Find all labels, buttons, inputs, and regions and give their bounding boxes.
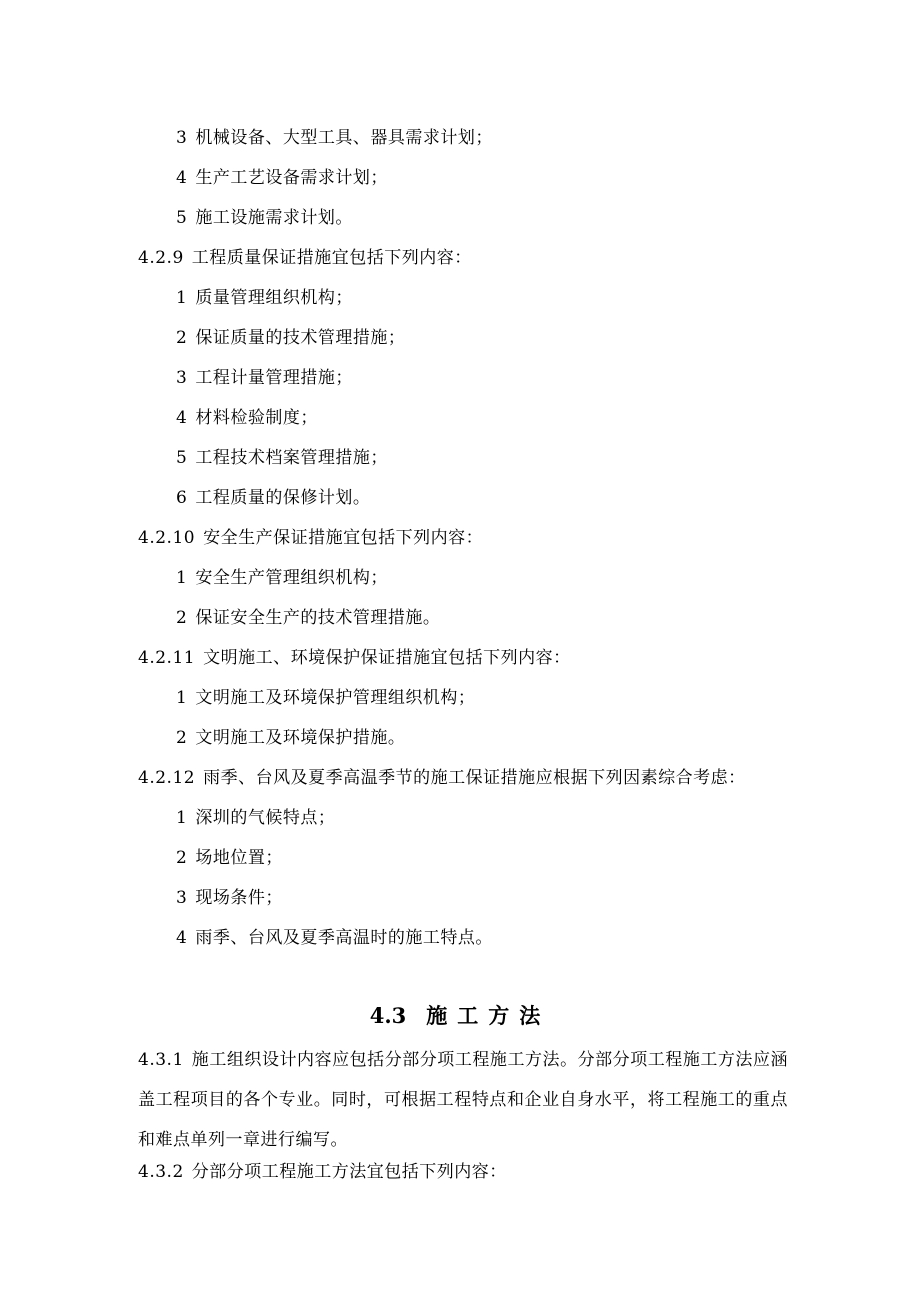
item-number: 1 xyxy=(176,568,188,588)
item-text: 场地位置； xyxy=(195,848,283,868)
item-number: 1 xyxy=(176,808,188,828)
item-text: 工程技术档案管理措施； xyxy=(195,448,388,468)
item-text: 生产工艺设备需求计划； xyxy=(195,168,388,188)
list-item xyxy=(176,686,475,710)
clause-text: 分部分项工程施工方法宜包括下列内容： xyxy=(191,1162,507,1182)
item-text: 深圳的气候特点； xyxy=(195,808,336,828)
item-number: 1 xyxy=(176,688,188,708)
list-item xyxy=(176,606,440,630)
item-text: 保证质量的技术管理措施； xyxy=(195,328,406,348)
item-number: 2 xyxy=(176,328,188,348)
list-item xyxy=(176,406,318,430)
item-text: 文明施工及环境保护措施。 xyxy=(195,728,406,748)
item-number: 4 xyxy=(176,408,188,428)
item-number: 5 xyxy=(176,208,188,228)
item-number: 3 xyxy=(176,888,188,908)
clause-4-3-2 xyxy=(138,1160,507,1184)
clause-text: 施工组织设计内容应包括分部分项工程施工方法。分部分项工程施工方法应涵盖工程项目的各个专业。同时，可根据工程特点和企业自身水平，将工程施工的重点和难点单列一章进行编写。 xyxy=(138,1050,788,1150)
clause-4-2-9 xyxy=(138,246,472,270)
list-item xyxy=(176,206,353,230)
item-text: 施工设施需求计划。 xyxy=(195,208,353,228)
list-item xyxy=(176,566,388,590)
clause-number: 4.3.1 xyxy=(138,1050,184,1070)
item-number: 5 xyxy=(176,448,188,468)
item-text: 工程质量的保修计划。 xyxy=(195,488,371,508)
item-text: 机械设备、大型工具、器具需求计划； xyxy=(195,128,493,148)
clause-4-2-12 xyxy=(138,766,746,790)
clause-text: 文明施工、环境保护保证措施宜包括下列内容： xyxy=(203,648,571,668)
item-number: 2 xyxy=(176,848,188,868)
list-item xyxy=(176,886,283,910)
list-item xyxy=(176,326,405,350)
clause-text: 安全生产保证措施宜包括下列内容： xyxy=(203,528,484,548)
list-item xyxy=(176,126,493,150)
clause-4-2-11 xyxy=(138,646,571,670)
clause-number: 4.2.12 xyxy=(138,768,196,788)
item-text: 雨季、台风及夏季高温时的施工特点。 xyxy=(195,928,493,948)
item-number: 2 xyxy=(176,608,188,628)
item-text: 安全生产管理组织机构； xyxy=(195,568,388,588)
list-item xyxy=(176,846,283,870)
clause-4-2-10 xyxy=(138,526,483,550)
item-text: 工程计量管理措施； xyxy=(195,368,353,388)
item-text: 现场条件； xyxy=(195,888,283,908)
list-item xyxy=(176,486,370,510)
clause-number: 4.2.9 xyxy=(138,248,184,268)
list-item xyxy=(176,366,353,390)
clause-number: 4.2.10 xyxy=(138,528,196,548)
section-heading-4-3 xyxy=(0,1002,920,1030)
item-number: 3 xyxy=(176,128,188,148)
list-item xyxy=(176,286,353,310)
item-number: 6 xyxy=(176,488,188,508)
list-item xyxy=(176,726,405,750)
list-item xyxy=(176,806,335,830)
clause-number: 4.2.11 xyxy=(138,648,196,668)
clause-4-3-1 xyxy=(138,1040,788,1160)
list-item xyxy=(176,446,388,470)
clause-text: 工程质量保证措施宜包括下列内容： xyxy=(191,248,472,268)
item-number: 2 xyxy=(176,728,188,748)
item-number: 4 xyxy=(176,928,188,948)
item-text: 材料检验制度； xyxy=(195,408,318,428)
item-text: 保证安全生产的技术管理措施。 xyxy=(195,608,441,628)
item-text: 文明施工及环境保护管理组织机构； xyxy=(195,688,476,708)
item-number: 4 xyxy=(176,168,188,188)
list-item xyxy=(176,166,388,190)
list-item xyxy=(176,926,493,950)
item-number: 3 xyxy=(176,368,188,388)
clause-number: 4.3.2 xyxy=(138,1162,184,1182)
item-text: 质量管理组织机构； xyxy=(195,288,353,308)
item-number: 1 xyxy=(176,288,188,308)
clause-text: 雨季、台风及夏季高温季节的施工保证措施应根据下列因素综合考虑： xyxy=(203,768,746,788)
section-number: 4.3 xyxy=(369,1003,407,1028)
section-title: 施工方法 xyxy=(426,1003,551,1028)
